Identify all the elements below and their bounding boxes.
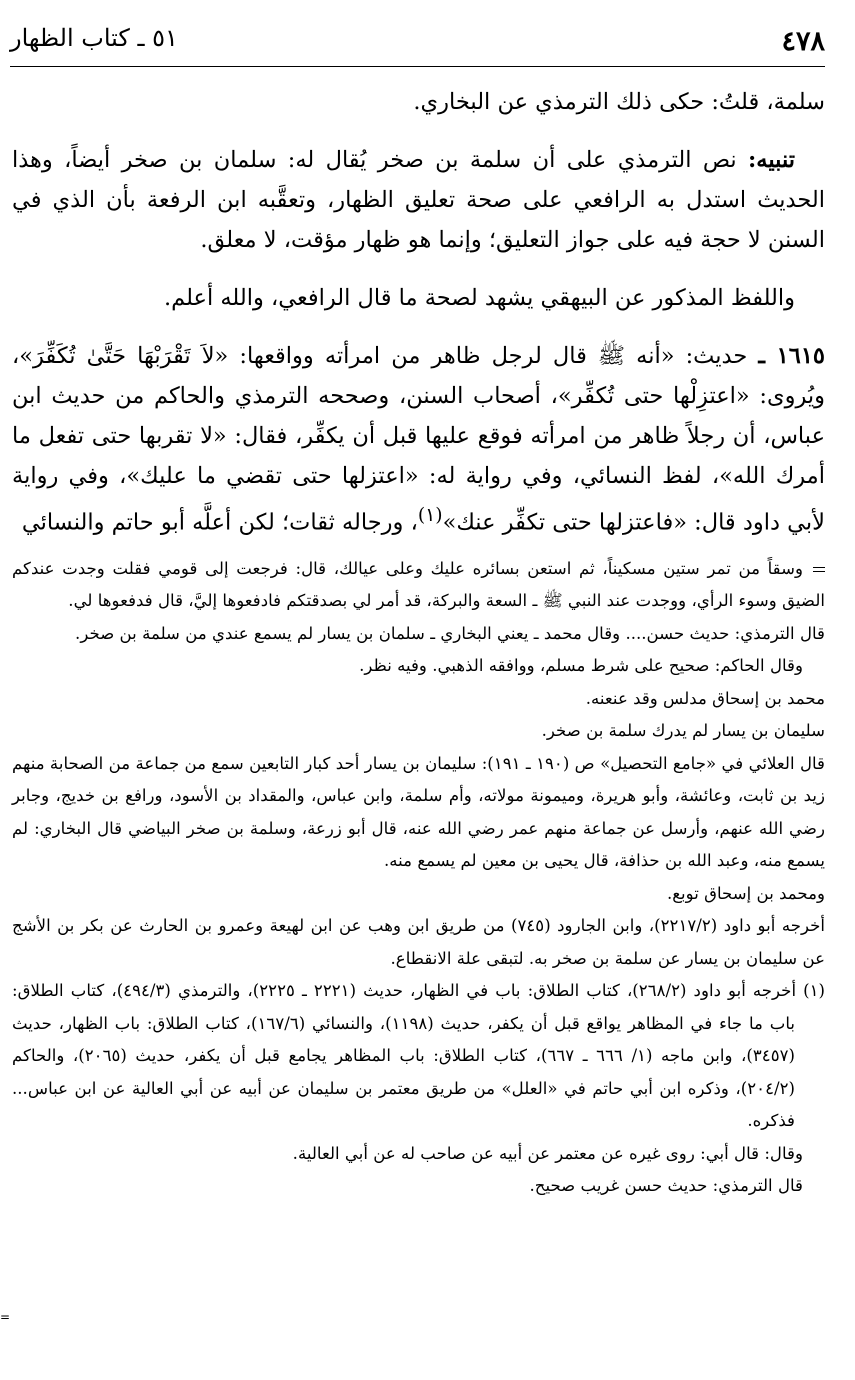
footnote-1: (١) أخرجه أبو داود (٢٦٨/٢)، كتاب الطلاق: باب في الظهار، حديث (٢٢٢١ ـ ٢٢٢٥)، والترمذي (٤٩٤/٣)، كتاب الطلاق: باب ما جاء في المظاهر يواقع قبل أن يكفر، حديث (١١٩٨)، والنسائي (١٦٧/٦)، كتاب الطلاق: باب الظهار، حديث (٣٤٥٧)، وابن ماجه (١/ ٦٦٦ ـ ٦٦٧)، كتاب الطلاق: باب المظاهر يجامع قبل أن يكفر، حديث (٢٠٦٥)، والحاكم (٢٠٤/٢)، وذكره ابن أبي حاتم في «العلل» من طريق معتمر بن سليمان عن أبيه عن أبي العالية عن ابن عباس... فذكره. xyxy=(12,981,825,1130)
page-number: ٤٧٨ xyxy=(781,26,825,57)
hadith-text: حديث: «أنه ﷺ قال لرجل ظاهر من امرأته وواقعها: «لاَ تَقْرَبْهَا حَتَّىٰ تُكَفِّرَ»، ويُروى: «اعتزِلْها حتى تُكفِّر»، أصحاب السنن، وصححه الترمذي والحاكم من حديث ابن عباس، أن رجلاً ظاهر من امرأته فوقع عليها قبل أن يكفِّر، فقال: «لا تقربها حتى تفعل ما أمرك الله»، لفظ النسائي، وفي رواية له: «اعتزلها حتى تقضي ما عليك»، وفي رواية لأبي داود قال: «فاعتزلها حتى تكفِّر عنك» xyxy=(12,343,825,536)
paragraph-1: سلمة، قلتُ: حكى ذلك الترمذي عن البخاري. xyxy=(413,89,825,115)
footnote-text: قال العلائي في «جامع التحصيل» ص (١٩٠ ـ ١٩١): سليمان بن يسار أحد كبار التابعين سمع من جماعة من الصحابة منهم زيد بن ثابت، وعائشة، وأبو هريرة، وميمونة مولاته، وأم سلمة، وابن عباس، والمقداد بن الأسود، ورافع بن خديج، وجابر رضي الله عنهم، وأرسل عن جماعة منهم عمر رضي الله عنه، قال أبو زرعة، وسلمة بن صخر البياضي قال البخاري: لم يسمع منه، وعبد الله بن حذافة، قال يحيى بن معين لم يسمع منه. xyxy=(12,753,825,870)
footnote-text: وسقاً من تمر ستين مسكيناً، ثم استعن بسائره عليك وعلى عيالك، قال: فرجعت إلى قومي فقلت وجدت عندكم الضيق وسوء الرأي، ووجدت عند النبي ﷺ ـ السعة والبركة، قد أمر لي بصدقتكم فادفعوها إليَّ، قال فدفعوها لي. xyxy=(12,558,825,610)
footnote-text: قال الترمذي: حديث حسن غريب صحيح. xyxy=(529,1176,803,1195)
footnote-ref[interactable]: (١) xyxy=(417,505,443,526)
running-title: ٥١ ـ كتاب الظهار xyxy=(10,24,178,52)
footnote-text: أخرجه أبو داود (٢٢١٧/٢)، وابن الجارود (٧٤٥) من طريق ابن وهب عن ابن لهيعة وعمرو بن الحارث عن بكر بن الأشج عن سليمان بن يسار عن سلمة بن صخر به. لتبقى علة الانقطاع. xyxy=(12,916,825,968)
main-text xyxy=(12,82,825,543)
hadith-1615 xyxy=(12,336,825,543)
edge-mark: = xyxy=(0,1310,11,1324)
page-body xyxy=(12,82,825,1203)
paragraph-tanbih xyxy=(12,140,825,260)
footnote-continued xyxy=(12,553,825,618)
footnote-text: ومحمد بن إسحاق توبع. xyxy=(666,883,825,903)
tanbih-text: نص الترمذي على أن سلمة بن صخر يُقال له: سلمان بن صخر أيضاً، وهذا الحديث استدل به الرافعي على صحة تعليق الظهار، وتعقَّبه ابن الرفعة بأن الذي في السنن لا حجة فيه على جواز التعليق؛ وإنما هو ظهار مؤقت، لا معلق. xyxy=(12,147,825,253)
hadith-tail: ، ورجاله ثقات؛ لكن أعلَّه أبو حاتم والنسائي xyxy=(21,509,418,536)
hadith-number: ١٦١٥ ـ xyxy=(758,343,825,369)
footnotes xyxy=(12,553,825,1203)
footnote-text: وقال الحاكم: صحيح على شرط مسلم، ووافقه الذهبي. وفيه نظر. xyxy=(359,656,803,675)
footnote-text: محمد بن إسحاق مدلس وقد عنعنه. xyxy=(585,688,825,708)
paragraph-3: واللفظ المذكور عن البيهقي يشهد لصحة ما قال الرافعي، والله أعلم. xyxy=(163,285,795,311)
footnote-text: سليمان بن يسار لم يدرك سلمة بن صخر. xyxy=(541,721,825,740)
tanbih-label: تنبيه: xyxy=(748,147,795,173)
footnote-text: قال الترمذي: حديث حسن.... وقال محمد ـ يعني البخاري ـ سلمان بن يسار لم يسمع عندي من سلمة بن صخر. xyxy=(75,623,825,643)
footnote-text: وقال: قال أبي: روى غيره عن معتمر عن أبيه عن صاحب له عن أبي العالية. xyxy=(292,1143,803,1163)
continuation-mark xyxy=(813,567,825,572)
page-header xyxy=(10,22,825,67)
